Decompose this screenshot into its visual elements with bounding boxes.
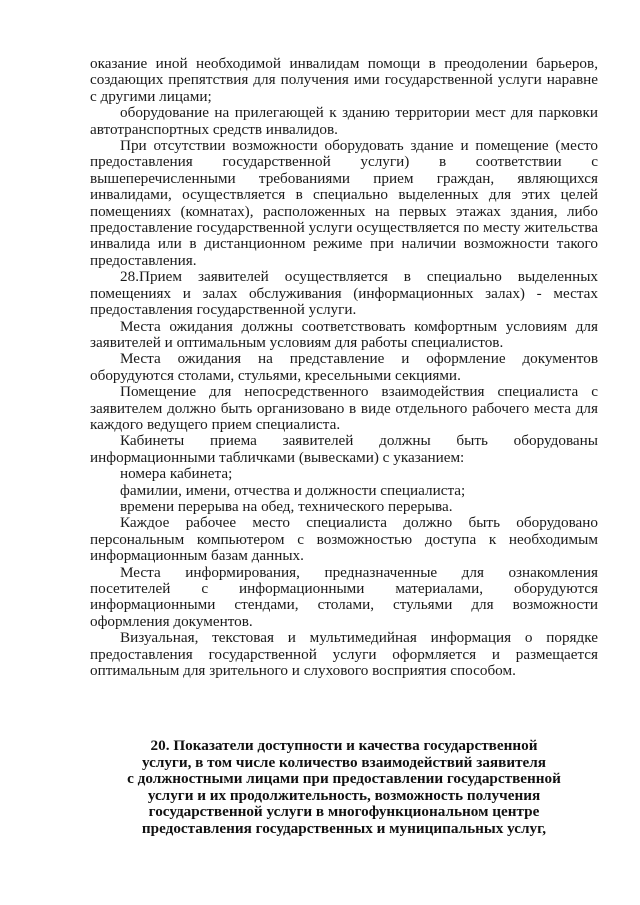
list-item: номера кабинета; bbox=[120, 465, 233, 483]
paragraph: Помещение для непосредственного взаимодействия специалиста с заявителем должно быть организовано в виде отдельного рабочего места для каждого ведущего прием специалиста. bbox=[90, 383, 598, 433]
heading-line: 20. Показатели доступности и качества государственной bbox=[150, 737, 538, 754]
heading-line: услуги, в том числе количество взаимодействий заявителя bbox=[141, 753, 547, 771]
paragraph: Кабинеты приема заявителей должны быть оборудованы информационными табличками (вывесками) с указанием: bbox=[90, 432, 598, 466]
section-heading bbox=[90, 738, 598, 838]
heading-line: предоставления государственных и муниципальных услуг, bbox=[141, 819, 547, 837]
heading-line: услуги и их продолжительность, возможность получения bbox=[147, 786, 541, 804]
paragraph: 28.Прием заявителей осуществляется в специально выделенных помещениях и залах обслуживания (информационных залах) - местах предоставления государственной услуги. bbox=[90, 268, 598, 319]
heading-line: государственной услуги в многофункциональном центре bbox=[148, 803, 540, 821]
paragraph: оборудование на прилегающей к зданию территории мест для парковки автотранспортных средств инвалидов. bbox=[90, 104, 598, 138]
list-item: времени перерыва на обед, технического перерыва. bbox=[120, 497, 453, 515]
paragraph: Визуальная, текстовая и мультимедийная информация о порядке предоставления государственной услуги оформляется и размещается оптимальным для зрительного и слухового восприятия способом. bbox=[90, 629, 598, 680]
paragraph: Места информирования, предназначенные для ознакомления посетителей с информационными материалами, оборудуются информационными стендами, столами, стульями для возможности оформления документов. bbox=[90, 563, 598, 630]
paragraph: Каждое рабочее место специалиста должно быть оборудовано персональным компьютером с возможностью доступа к необходимым информационным базам данных. bbox=[90, 514, 598, 565]
paragraph: оказание иной необходимой инвалидам помощи в преодолении барьеров, создающих препятствия для получения ими государственной услуги наравне с другими лицами; bbox=[90, 55, 598, 105]
heading-line: с должностными лицами при предоставлении государственной bbox=[127, 770, 561, 788]
paragraph: При отсутствии возможности оборудовать здание и помещение (место предоставления государственной услуги) в соответствии с вышеперечисленными требованиями прием граждан, являющихся инвалидами, осуществляется в специально выделенных для этих целей помещениях (комнатах), расположенных на первых этажах здания, либо предоставление государственной услуги осуществляется по месту жительства инвалида или в дистанционном режиме при наличии возможности такого предоставления. bbox=[90, 137, 598, 269]
body-text bbox=[90, 56, 598, 679]
paragraph: Места ожидания должны соответствовать комфортным условиям для заявителей и оптимальным условиям для работы специалистов. bbox=[90, 317, 598, 351]
list-item: фамилии, имени, отчества и должности специалиста; bbox=[120, 481, 466, 499]
paragraph: Места ожидания на представление и оформление документов оборудуются столами, стульями, кресельными секциями. bbox=[90, 350, 598, 384]
